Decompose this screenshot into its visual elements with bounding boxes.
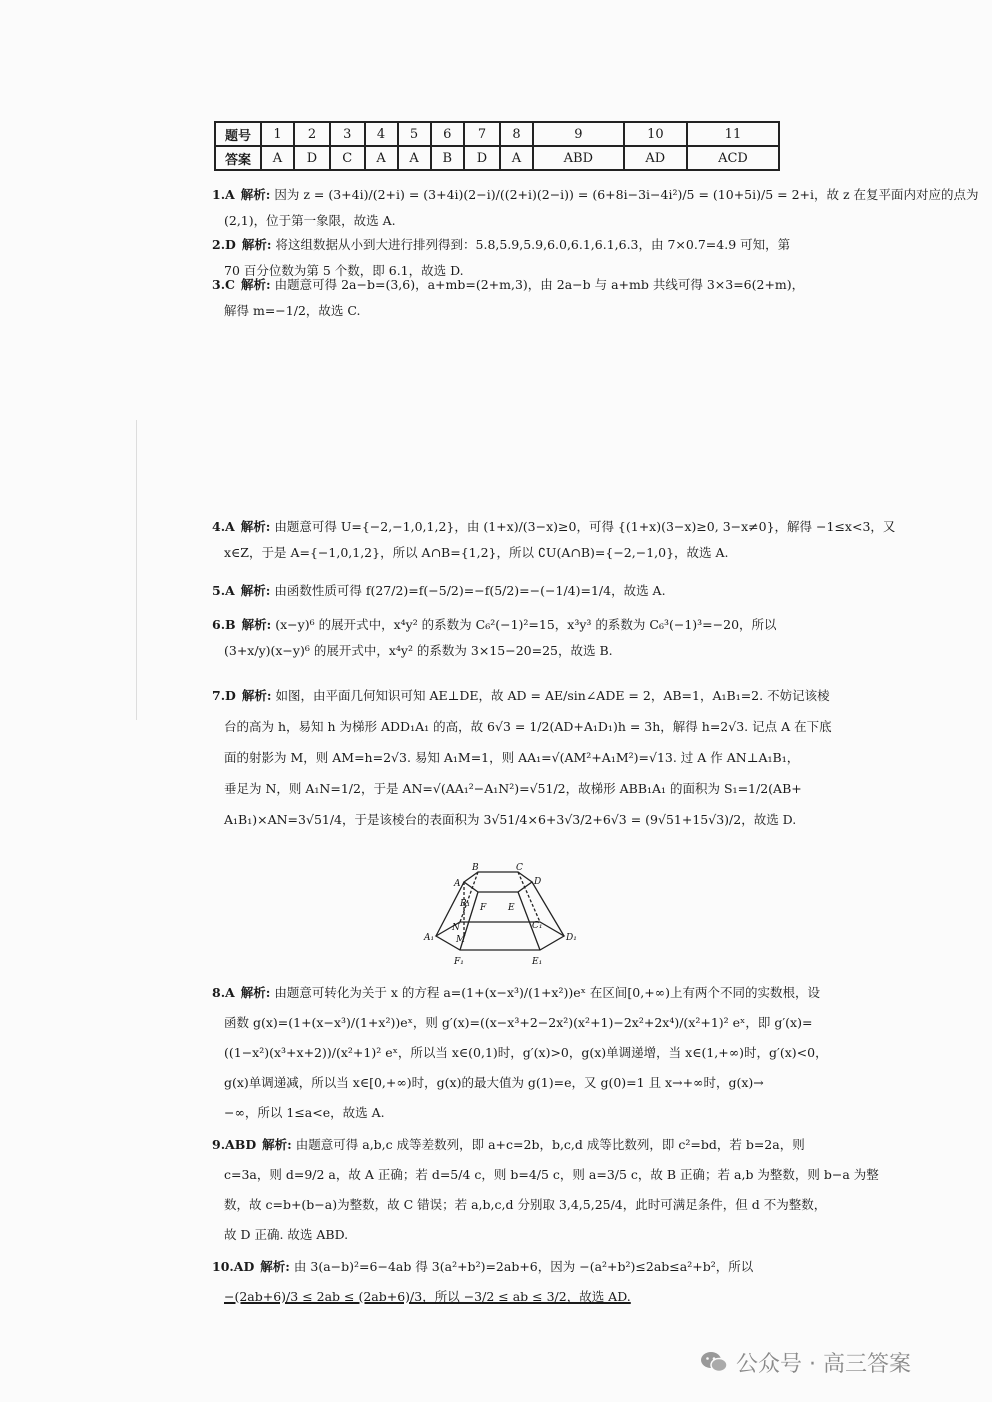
table-cell: A — [500, 146, 533, 170]
table-cell: ABD — [533, 146, 624, 170]
table-cell: 3 — [330, 122, 365, 146]
watermark-text: 公众号 · 高三答案 — [736, 1351, 911, 1377]
table-cell: A — [261, 146, 294, 170]
solution-text: 由题意可转化为关于 x 的方程 a=(1+(x−x³)/(1+x²))eˣ 在区间[0,+∞)上有两个不同的实数根，设 — [274, 985, 820, 1000]
vertex-label: D — [534, 877, 542, 887]
solution-text: 因为 z = (3+4i)/(2+i) = (3+4i)(2−i)/((2+i)(2−i)) = (6+8i−3i−4i²)/5 = (10+5i)/5 = 2+i，故 z 在复平面内对应的点为 — [274, 187, 979, 202]
solution-number: 4.A — [212, 519, 235, 534]
table-cell: 6 — [431, 122, 464, 146]
table-answer-label: 答案 — [215, 146, 261, 170]
vertex-label: F — [480, 903, 487, 913]
solution-7 — [212, 680, 832, 835]
solution-number: 9.ABD — [212, 1137, 257, 1152]
analysis-tag: 解析: — [241, 237, 272, 252]
table-head-label: 题号 — [215, 122, 261, 146]
analysis-tag: 解析: — [240, 187, 271, 202]
table-cell: ACD — [687, 146, 779, 170]
solution-text: −(2ab+6)/3 ≤ 2ab ≤ (2ab+6)/3，所以 −3/2 ≤ ab ≤ 3/2，故选 AD. — [224, 1289, 631, 1304]
table-cell: 4 — [365, 122, 398, 146]
table-cell: 5 — [398, 122, 431, 146]
solution-text: 由 3(a−b)²=6−4ab 得 3(a²+b²)=2ab+6，因为 −(a²+b²)≤2ab≤a²+b²，所以 — [293, 1259, 754, 1274]
solution-4 — [212, 514, 896, 566]
table-cell: B — [431, 146, 464, 170]
solution-1 — [212, 182, 979, 234]
solution-6 — [212, 612, 788, 664]
solution-text: 数，故 c=b+(b−a)为整数，故 C 错误；若 a,b,c,d 分别取 3,4,5,25/4，此时可满足条件，但 d 不为整数， — [224, 1197, 827, 1212]
solution-text: 面的射影为 M，则 AM=h=2√3. 易知 A₁M=1，则 AA₁=√(AM²+A₁M²)=√13. 过 A 作 AN⊥A₁B₁， — [224, 750, 800, 765]
solution-text: 由函数性质可得 f(27/2)=f(−5/2)=−f(5/2)=−(−1/4)=1/4，故选 A. — [274, 583, 666, 598]
solution-text: 70 百分位数为第 5 个数，即 6.1，故选 D. — [224, 263, 464, 278]
vertex-label: C — [516, 863, 523, 873]
solution-number: 10.AD — [212, 1259, 255, 1274]
vertex-label: B₁ — [460, 899, 471, 909]
vertex-label: N — [452, 923, 460, 933]
solution-number: 3.C — [212, 277, 235, 292]
solution-text: A₁B₁)×AN=3√51/4，于是该棱台的表面积为 3√51/4×6+3√3/2+6√3 = (9√51+15√3)/2，故选 D. — [224, 812, 797, 827]
table-cell: A — [365, 146, 398, 170]
watermark — [700, 1344, 911, 1380]
analysis-tag: 解析: — [241, 688, 272, 703]
analysis-tag: 解析: — [240, 583, 271, 598]
solution-number: 8.A — [212, 985, 235, 1000]
frustum-figure — [420, 860, 580, 972]
analysis-tag: 解析: — [260, 1259, 290, 1274]
solution-number: 6.B — [212, 617, 236, 632]
analysis-tag: 解析: — [241, 617, 272, 632]
solution-text: ((1−x²)(x³+x+2))/(x²+1)² eˣ，所以当 x∈(0,1)时，g′(x)>0，g(x)单调递增，当 x∈(1,+∞)时，g′(x)<0， — [224, 1045, 828, 1060]
table-cell: A — [398, 146, 431, 170]
vertex-label: B — [472, 863, 479, 873]
vertex-label: C₁ — [532, 921, 543, 931]
answer-table — [214, 121, 780, 171]
vertex-label: M — [456, 935, 466, 945]
solution-number: 2.D — [212, 237, 236, 252]
solution-text: 由题意可得 2a−b=(3,6)，a+mb=(2+m,3)，由 2a−b 与 a+mb 共线可得 3×3=6(2+m)， — [274, 277, 805, 292]
table-cell: 11 — [687, 122, 779, 146]
solution-text: (2,1)，位于第一象限，故选 A. — [224, 213, 396, 228]
solution-text: (x−y)⁶ 的展开式中，x⁴y² 的系数为 C₆²(−1)²=15，x³y³ 的系数为 C₆³(−1)³=−20，所以 — [275, 617, 777, 632]
table-cell: 2 — [294, 122, 330, 146]
vertex-label: A — [454, 879, 461, 889]
solution-text: 垂足为 N，则 A₁N=1/2，于是 AN=√(AA₁²−A₁N²)=√51/2，故梯形 ABB₁A₁ 的面积为 S₁=1/2(AB+ — [224, 781, 802, 796]
solution-number: 5.A — [212, 583, 235, 598]
table-cell: AD — [624, 146, 687, 170]
analysis-tag: 解析: — [240, 519, 271, 534]
table-row-numbers — [215, 122, 779, 146]
solution-text: 将这组数据从小到大进行排列得到：5.8,5.9,5.9,6.0,6.1,6.1,6.3，由 7×0.7=4.9 可知，第 — [275, 237, 791, 252]
solution-8 — [212, 978, 828, 1128]
analysis-tag: 解析: — [241, 277, 271, 292]
solution-text: 如图，由平面几何知识可知 AE⊥DE，故 AD = AE/sin∠ADE = 2，AB=1，A₁B₁=2. 不妨记该棱 — [275, 688, 830, 703]
scan-margin-line — [136, 420, 137, 720]
solution-text: 由题意可得 a,b,c 成等差数列，即 a+c=2b，b,c,d 成等比数列，即 c²=bd，若 b=2a，则 — [295, 1137, 805, 1152]
solution-number: 7.D — [212, 688, 236, 703]
hidden-edge — [460, 872, 478, 922]
solution-text: 解得 m=−1/2，故选 C. — [224, 303, 361, 318]
table-cell: 7 — [464, 122, 500, 146]
solution-3 — [212, 272, 805, 324]
vertex-label: E₁ — [532, 957, 543, 967]
analysis-tag: 解析: — [262, 1137, 292, 1152]
table-cell: 9 — [533, 122, 624, 146]
table-cell: 8 — [500, 122, 533, 146]
table-row-answers — [215, 146, 779, 170]
solution-10 — [212, 1252, 788, 1312]
solution-5 — [212, 578, 788, 604]
table-cell: 1 — [261, 122, 294, 146]
vertex-label: A₁ — [424, 933, 435, 943]
solution-text: c=3a，则 d=9/2 a，故 A 正确；若 d=5/4 c，则 b=4/5 c，则 a=3/5 c，故 B 正确；若 a,b 为整数，则 b−a 为整 — [224, 1167, 879, 1182]
table-cell: 10 — [624, 122, 687, 146]
solution-text: x∈Z，于是 A={−1,0,1,2}，所以 A∩B={1,2}，所以 ∁U(A∩B)={−2,−1,0}，故选 A. — [224, 545, 729, 560]
solution-number: 1.A — [212, 187, 235, 202]
table-cell: D — [464, 146, 500, 170]
solution-text: −∞，所以 1≤a<e，故选 A. — [224, 1105, 385, 1120]
analysis-tag: 解析: — [240, 985, 271, 1000]
table-cell: C — [330, 146, 365, 170]
vertex-label: F₁ — [454, 957, 464, 967]
wechat-icon — [700, 1350, 728, 1374]
solution-9 — [212, 1130, 879, 1250]
table-cell: D — [294, 146, 330, 170]
solution-text: g(x)单调递减，所以当 x∈[0,+∞)时，g(x)的最大值为 g(1)=e，又 g(0)=1 且 x→+∞时，g(x)→ — [224, 1075, 764, 1090]
solution-text: 故 D 正确. 故选 ABD. — [224, 1227, 349, 1242]
solution-text: (3+x/y)(x−y)⁶ 的展开式中，x⁴y² 的系数为 3×15−20=25，故选 B. — [224, 643, 613, 658]
solution-text: 台的高为 h，易知 h 为梯形 ADD₁A₁ 的高，故 6√3 = 1/2(AD+A₁D₁)h = 3h，解得 h=2√3. 记点 A 在下底 — [224, 719, 832, 734]
solution-text: 由题意可得 U={−2,−1,0,1,2}，由 (1+x)/(3−x)≥0，可得 {(1+x)(3−x)≥0, 3−x≠0}，解得 −1≤x<3，又 — [274, 519, 896, 534]
solution-text: 函数 g(x)=(1+(x−x³)/(1+x²))eˣ，则 g′(x)=((x−x³+2−2x²)(x²+1)−2x²+2x⁴)/(x²+1)² eˣ，即 g′(x)= — [224, 1015, 813, 1030]
vertex-label: E — [508, 903, 515, 913]
vertex-label: D₁ — [566, 933, 577, 943]
